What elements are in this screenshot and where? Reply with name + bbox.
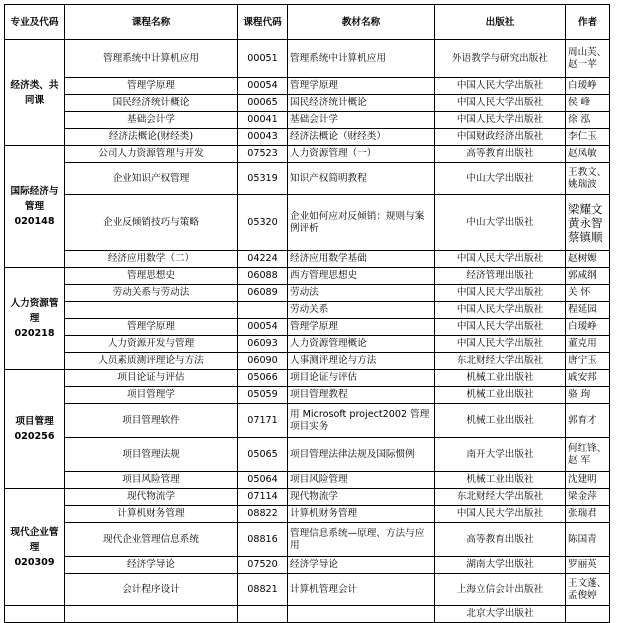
- major-name: 项目管理: [15, 416, 54, 427]
- table-row: [5, 523, 610, 557]
- publisher-cell: 中国人民大学出版社: [435, 95, 566, 112]
- course-code-cell: 05065: [238, 438, 288, 472]
- table-row: [5, 40, 610, 78]
- publisher-cell: 中国人民大学出版社: [435, 78, 566, 95]
- publisher-cell: 外语教学与研究出版社: [435, 40, 566, 78]
- author-cell: 唐宁玉: [566, 353, 610, 370]
- textbook-cell: 用 Microsoft project2002 管理项目实务: [288, 404, 435, 438]
- course-name-cell: 管理学原理: [65, 319, 238, 336]
- table-row: [5, 319, 610, 336]
- table-row: [5, 370, 610, 387]
- table-row: [5, 404, 610, 438]
- author-cell: 罗丽英: [566, 557, 610, 574]
- course-code-cell: 00051: [238, 40, 288, 78]
- course-code-cell: 00043: [238, 129, 288, 146]
- course-code-cell: 07520: [238, 557, 288, 574]
- course-name-cell: 基础会计学: [65, 112, 238, 129]
- textbook-cell: [288, 606, 435, 623]
- table-row: [5, 78, 610, 95]
- textbook-cell: 项目管理教程: [288, 387, 435, 404]
- table-row: [5, 302, 610, 319]
- publisher-cell: 中山大学出版社: [435, 163, 566, 195]
- course-code-cell: 05319: [238, 163, 288, 195]
- course-table-sheet: [4, 4, 610, 623]
- course-code-cell: 05066: [238, 370, 288, 387]
- publisher-cell: 中国人民大学出版社: [435, 302, 566, 319]
- course-code-cell: 05059: [238, 387, 288, 404]
- header-row: [5, 5, 610, 40]
- table-row: [5, 438, 610, 472]
- publisher-cell: 南开大学出版社: [435, 438, 566, 472]
- publisher-cell: 高等教育出版社: [435, 146, 566, 163]
- textbook-cell: 项目风险管理: [288, 472, 435, 489]
- textbook-cell: 人力资源管理（一）: [288, 146, 435, 163]
- textbook-cell: 知识产权简明教程: [288, 163, 435, 195]
- author-cell: 周山芙、赵一苹: [566, 40, 610, 78]
- header-textbook: 教材名称: [288, 5, 435, 40]
- textbook-cell: 经济学导论: [288, 557, 435, 574]
- major-cell: [5, 606, 65, 623]
- publisher-cell: 东北财经大学出版社: [435, 353, 566, 370]
- course-name-cell: 现代企业管理信息系统: [65, 523, 238, 557]
- major-cell: [5, 40, 65, 146]
- course-name-cell: 公司人力资源管理与开发: [65, 146, 238, 163]
- course-code-cell: 00065: [238, 95, 288, 112]
- publisher-cell: 上海立信会计出版社: [435, 574, 566, 606]
- author-cell: 李仁玉: [566, 129, 610, 146]
- publisher-cell: 中山大学出版社: [435, 195, 566, 251]
- publisher-cell: 机械工业出版社: [435, 387, 566, 404]
- author-cell: 沈建明: [566, 472, 610, 489]
- major-code: 020256: [14, 431, 55, 442]
- table-row: [5, 268, 610, 285]
- table-row: [5, 95, 610, 112]
- course-name-cell: 管理思想史: [65, 268, 238, 285]
- course-code-cell: 00054: [238, 319, 288, 336]
- author-cell: 戚安邦: [566, 370, 610, 387]
- textbook-cell: 管理学原理: [288, 78, 435, 95]
- major-code: 020309: [14, 556, 55, 568]
- author-cell: 张瑞君: [566, 506, 610, 523]
- textbook-cell: 经济应用数学基础: [288, 251, 435, 268]
- author-cell: 陈国青: [566, 523, 610, 557]
- course-table: [4, 4, 610, 623]
- textbook-cell: 人事测评理论与方法: [288, 353, 435, 370]
- major-name: 人力资源管理: [10, 298, 59, 324]
- table-row: [5, 195, 610, 251]
- course-code-cell: 05064: [238, 472, 288, 489]
- textbook-cell: 计算机财务管理: [288, 506, 435, 523]
- course-code-cell: 07523: [238, 146, 288, 163]
- author-cell: 何红锋、赵 军: [566, 438, 610, 472]
- course-code-cell: 08821: [238, 574, 288, 606]
- major-name: 经济类、共同课: [10, 79, 59, 106]
- textbook-cell: 管理学原理: [288, 319, 435, 336]
- table-row: [5, 574, 610, 606]
- table-row: [5, 489, 610, 506]
- course-code-cell: 00041: [238, 112, 288, 129]
- author-cell: 董克用: [566, 336, 610, 353]
- author-cell: 徐 泓: [566, 112, 610, 129]
- course-name-cell: 企业反倾销技巧与策略: [65, 195, 238, 251]
- publisher-cell: 湖南大学出版社: [435, 557, 566, 574]
- table-row: [5, 506, 610, 523]
- table-row: [5, 472, 610, 489]
- publisher-cell: 中国人民大学出版社: [435, 319, 566, 336]
- author-cell: 梁耀文 黄永智 蔡镇顺: [566, 195, 610, 251]
- course-name-cell: [65, 606, 238, 623]
- publisher-cell: 中国人民大学出版社: [435, 336, 566, 353]
- publisher-cell: 中国人民大学出版社: [435, 112, 566, 129]
- course-name-cell: 项目管理法规: [65, 438, 238, 472]
- publisher-cell: 机械工业出版社: [435, 472, 566, 489]
- author-cell: 骆 珣: [566, 387, 610, 404]
- author-cell: 梁金萍: [566, 489, 610, 506]
- table-row: [5, 387, 610, 404]
- course-name-cell: 现代物流学: [65, 489, 238, 506]
- author-cell: 王文蓬、孟俊婷: [566, 574, 610, 606]
- author-cell: 王教文、姚瑞波: [566, 163, 610, 195]
- course-code-cell: 06088: [238, 268, 288, 285]
- table-row: [5, 285, 610, 302]
- major-cell: [5, 146, 65, 268]
- major-cell: [5, 268, 65, 370]
- course-name-cell: 项目管理学: [65, 387, 238, 404]
- course-name-cell: 国民经济统计概论: [65, 95, 238, 112]
- textbook-cell: 西方管理思想史: [288, 268, 435, 285]
- course-code-cell: 07114: [238, 489, 288, 506]
- course-name-cell: 人力资源开发与管理: [65, 336, 238, 353]
- major-name: 国际经济与管理: [10, 186, 59, 212]
- textbook-cell: 劳动法: [288, 285, 435, 302]
- table-row: [5, 557, 610, 574]
- course-name-cell: 项目论证与评估: [65, 370, 238, 387]
- course-name-cell: 劳动关系与劳动法: [65, 285, 238, 302]
- textbook-cell: 项目管理法律法规及国际惯例: [288, 438, 435, 472]
- publisher-cell: 高等教育出版社: [435, 523, 566, 557]
- publisher-cell: 机械工业出版社: [435, 404, 566, 438]
- author-cell: 赵凤敏: [566, 146, 610, 163]
- header-major: 专业及代码: [5, 5, 65, 40]
- table-row: [5, 112, 610, 129]
- author-cell: 程延园: [566, 302, 610, 319]
- header-course-name: 课程名称: [65, 5, 238, 40]
- textbook-cell: 现代物流学: [288, 489, 435, 506]
- course-name-cell: 计算机财务管理: [65, 506, 238, 523]
- course-code-cell: [238, 606, 288, 623]
- course-name-cell: 管理学原理: [65, 78, 238, 95]
- author-cell: 白瑷峥: [566, 78, 610, 95]
- course-name-cell: [65, 302, 238, 319]
- major-name: 现代企业管理: [10, 526, 59, 553]
- major-code: 020218: [14, 328, 55, 339]
- author-cell: 侯 峰: [566, 95, 610, 112]
- publisher-cell: 中国人民大学出版社: [435, 251, 566, 268]
- textbook-cell: 管理系统中计算机应用: [288, 40, 435, 78]
- author-cell: 赵树嫄: [566, 251, 610, 268]
- table-row: [5, 336, 610, 353]
- textbook-cell: 人力资源管理概论: [288, 336, 435, 353]
- major-cell: [5, 370, 65, 489]
- header-publisher: 出版社: [435, 5, 566, 40]
- textbook-cell: 基础会计学: [288, 112, 435, 129]
- course-name-cell: 项目管理软件: [65, 404, 238, 438]
- course-name-cell: 项目风险管理: [65, 472, 238, 489]
- course-code-cell: [238, 302, 288, 319]
- table-row: [5, 251, 610, 268]
- course-code-cell: 06089: [238, 285, 288, 302]
- publisher-cell: 中国人民大学出版社: [435, 285, 566, 302]
- course-name-cell: 管理系统中计算机应用: [65, 40, 238, 78]
- publisher-cell: 经济管理出版社: [435, 268, 566, 285]
- author-cell: 郭咸纲: [566, 268, 610, 285]
- header-course-code: 课程代码: [238, 5, 288, 40]
- table-row: [5, 353, 610, 370]
- author-cell: 白瑷峥: [566, 319, 610, 336]
- publisher-cell: 中国财政经济出版社: [435, 129, 566, 146]
- publisher-cell: 中国人民大学出版社: [435, 506, 566, 523]
- publisher-cell: 北京大学出版社: [435, 606, 566, 623]
- textbook-cell: 企业如何应对反倾销：规则与案例评析: [288, 195, 435, 251]
- author-cell: 关 怀: [566, 285, 610, 302]
- course-code-cell: 06090: [238, 353, 288, 370]
- course-name-cell: 经济法概论(财经类): [65, 129, 238, 146]
- major-code: 020148: [14, 216, 55, 227]
- course-name-cell: 经济应用数学（二）: [65, 251, 238, 268]
- course-name-cell: 经济学导论: [65, 557, 238, 574]
- course-code-cell: 08816: [238, 523, 288, 557]
- textbook-cell: 管理信息系统—原理、方法与应用: [288, 523, 435, 557]
- textbook-cell: 国民经济统计概论: [288, 95, 435, 112]
- course-code-cell: 04224: [238, 251, 288, 268]
- publisher-cell: 机械工业出版社: [435, 370, 566, 387]
- publisher-cell: 东北财经大学出版社: [435, 489, 566, 506]
- table-row: [5, 163, 610, 195]
- course-code-cell: 00054: [238, 78, 288, 95]
- textbook-cell: 经济法概论（财经类）: [288, 129, 435, 146]
- header-author: 作者: [566, 5, 610, 40]
- textbook-cell: 劳动关系: [288, 302, 435, 319]
- author-cell: 郭育才: [566, 404, 610, 438]
- course-name-cell: 企业知识产权管理: [65, 163, 238, 195]
- course-code-cell: 07171: [238, 404, 288, 438]
- course-code-cell: 06093: [238, 336, 288, 353]
- table-body: [5, 40, 610, 623]
- course-code-cell: 05320: [238, 195, 288, 251]
- table-row: [5, 146, 610, 163]
- major-cell: [5, 489, 65, 606]
- textbook-cell: 项目论证与评估: [288, 370, 435, 387]
- table-row-cutoff: [5, 606, 610, 623]
- course-name-cell: 会计程序设计: [65, 574, 238, 606]
- author-cell: [566, 606, 610, 623]
- course-name-cell: 人员素质测评理论与方法: [65, 353, 238, 370]
- table-row: [5, 129, 610, 146]
- textbook-cell: 计算机管理会计: [288, 574, 435, 606]
- course-code-cell: 08822: [238, 506, 288, 523]
